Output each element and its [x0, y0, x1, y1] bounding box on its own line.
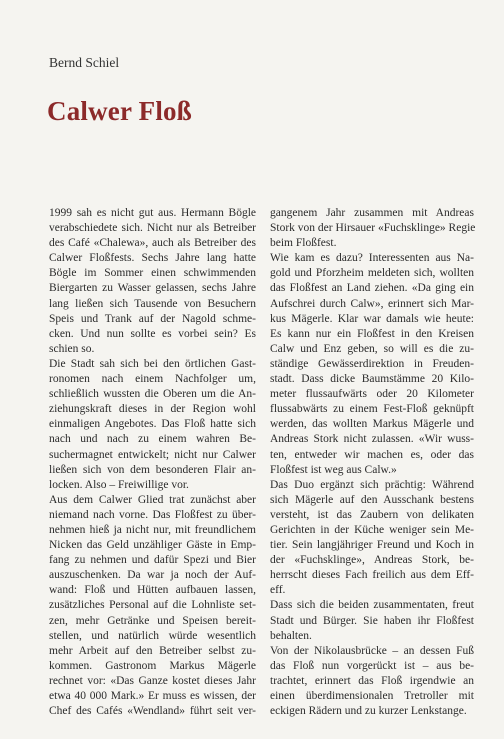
- author-name: Bernd Schiel: [49, 55, 120, 70]
- text-line: Stadt und Bürger. Sie haben ihr Floßfest: [270, 614, 474, 627]
- text-line: Aufschrei durch Calw», erinnert sich Mar-: [270, 297, 474, 310]
- text-line: niemand nach vorne. Das Floßfest zu über-: [49, 508, 256, 521]
- text-line: ziehungskraft dieses in der Region wohl: [49, 403, 256, 416]
- text-line: rechnet vor: «Das Ganze kostet dieses Jahr: [49, 674, 256, 687]
- text-line: Gerichten in der Küche weniger sein Me-: [270, 523, 474, 536]
- text-line: beim Floßfest.: [270, 237, 337, 250]
- text-line: eff.: [270, 584, 286, 597]
- text-line: ronomen nach einem Nachfolger um,: [49, 373, 256, 386]
- text-line: werden, das wollten Markus Mägerle und: [270, 418, 474, 431]
- text-line: schien so.: [49, 342, 95, 355]
- text-line: verabschiedete sich. Nicht nur als Betreiber: [49, 222, 256, 235]
- text-line: versteht, ist das Zaubern von delikaten: [270, 508, 474, 521]
- text-line: etwa 40 000 Mark.» Er muss es wissen, der: [49, 690, 256, 702]
- text-line: Andreas Stork nicht zulassen. «Wir wuss-: [270, 433, 474, 446]
- text-line: des Café «Chalewa», auch als Betreiber des: [49, 237, 256, 250]
- text-line: sich Mägerle auf den Ausschank bestens: [270, 493, 474, 506]
- text-line: Wie kam es dazu? Interessenten aus Na-: [270, 252, 474, 265]
- text-line: 1999 sah es nicht gut aus. Hermann Bögle: [49, 207, 256, 219]
- text-line: Calwer Floßfests. Sechs Jahre lang hatte: [49, 252, 256, 265]
- text-line: ließen sich von dem besonderen Flair an-: [49, 463, 256, 476]
- text-line: Speis und Trank auf der Nagold schme-: [49, 312, 256, 325]
- text-line: Chef des Cafés «Wendland» führt seit ver-: [49, 705, 256, 718]
- text-line: zen, mehr Getränke und Speisen bereit-: [49, 614, 256, 627]
- text-line: flussabwärts zu einem Fest-Floß geknüpft: [270, 403, 474, 416]
- text-line: tier. Sein langjähriger Freund und Koch in: [270, 539, 474, 552]
- text-line: nehmen hieß ja nicht nur, mit freundlichem: [49, 523, 256, 536]
- text-line: zusätzliches Personal auf die Lohnliste set-: [49, 599, 256, 612]
- text-line: Biergarten zu Wasser gelassen, sechs Jahre: [49, 282, 256, 295]
- text-line: einen überdimensionalen Tretroller mit: [270, 690, 474, 702]
- text-line: gangenem Jahr zusammen mit Andreas: [270, 207, 474, 219]
- text-line: Von der Nikolausbrücke – an dessen Fuß: [270, 644, 474, 657]
- text-line: schließlich wussten die Oberen um die An-: [49, 388, 256, 401]
- text-line: Aus dem Calwer Glied trat zunächst aber: [49, 493, 256, 506]
- text-line: lang ließen sich Tausende von Besuchern: [49, 297, 256, 310]
- text-line: eckigen Rädern und zu kurzer Lenkstange.: [270, 705, 467, 718]
- text-line: Calw und Enz geben, so will es die zu-: [270, 342, 474, 355]
- text-line: trachtet, erinnert das Floß irgendwie an: [270, 674, 474, 687]
- text-line: ten, entweder wir machen es, oder das: [270, 448, 474, 461]
- text-line: suchermagnet entwickelt; nicht nur Calwer: [49, 448, 256, 461]
- text-line: der «Fuchsklinge», Andreas Stork, be-: [270, 554, 474, 567]
- article-column-right: [270, 206, 474, 719]
- text-line: locken. Also – Freiwillige vor.: [49, 478, 189, 491]
- text-line: kus Mägerle. Klar war damals wie heute:: [270, 312, 474, 325]
- text-line: fang zu nehmen und dafür Spezi und Bier: [49, 554, 256, 567]
- text-line: Dass sich die beiden zusammentaten, freut: [270, 599, 474, 612]
- article-column-left: [49, 206, 256, 719]
- text-line: stadt. Dass dicke Baumstämme 20 Kilo-: [270, 373, 474, 386]
- text-line: meter flussaufwärts oder 20 Kilometer: [270, 388, 474, 401]
- text-line: Das Duo ergänzt sich prächtig: Während: [270, 478, 474, 491]
- text-line: das Floß nun vorgerückt ist – aus be-: [270, 659, 474, 672]
- text-line: Es kann nur ein Floßfest in den Kreisen: [270, 327, 474, 340]
- text-line: Stork von der Hirsauer «Fuchsklinge» Regie: [270, 222, 476, 235]
- text-line: Nicken das Geld unzähliger Gäste in Emp-: [49, 539, 256, 552]
- text-line: Die Stadt sah sich bei den örtlichen Gast-: [49, 357, 256, 370]
- text-line: cken. Und nun sollte es vorbei sein? Es: [49, 327, 256, 340]
- text-line: gold und Pforzheim meldeten sich, wollten: [270, 267, 474, 280]
- text-line: auszuschenken. Da war ja noch der Auf-: [49, 569, 256, 582]
- text-line: behalten.: [270, 629, 312, 642]
- text-line: nach und nach zu einem wahren Be-: [49, 433, 256, 446]
- text-line: einmaligen Angebotes. Das Floß hatte sich: [49, 418, 256, 431]
- text-line: mehr Arbeit auf den Betreiber selbst zu-: [49, 644, 256, 657]
- text-line: wand: Floß und Hütten aufbauen lassen,: [49, 584, 256, 597]
- article-title: Calwer Floß: [47, 96, 192, 126]
- text-line: das Floßfest an Land ziehen. «Da ging ein: [270, 282, 474, 295]
- text-line: Bögle im Sommer einen schwimmenden: [49, 267, 256, 280]
- text-line: Floßfest ist weg aus Calw.»: [270, 463, 397, 476]
- text-line: stellen, und natürlich würde wesentlich: [49, 629, 256, 642]
- text-line: herrscht dieses Fach freilich aus dem Eff-: [270, 569, 474, 582]
- text-line: ständige Gewässerdirektion in Freuden-: [270, 357, 474, 370]
- text-line: kommen. Gastronom Markus Mägerle: [49, 659, 256, 672]
